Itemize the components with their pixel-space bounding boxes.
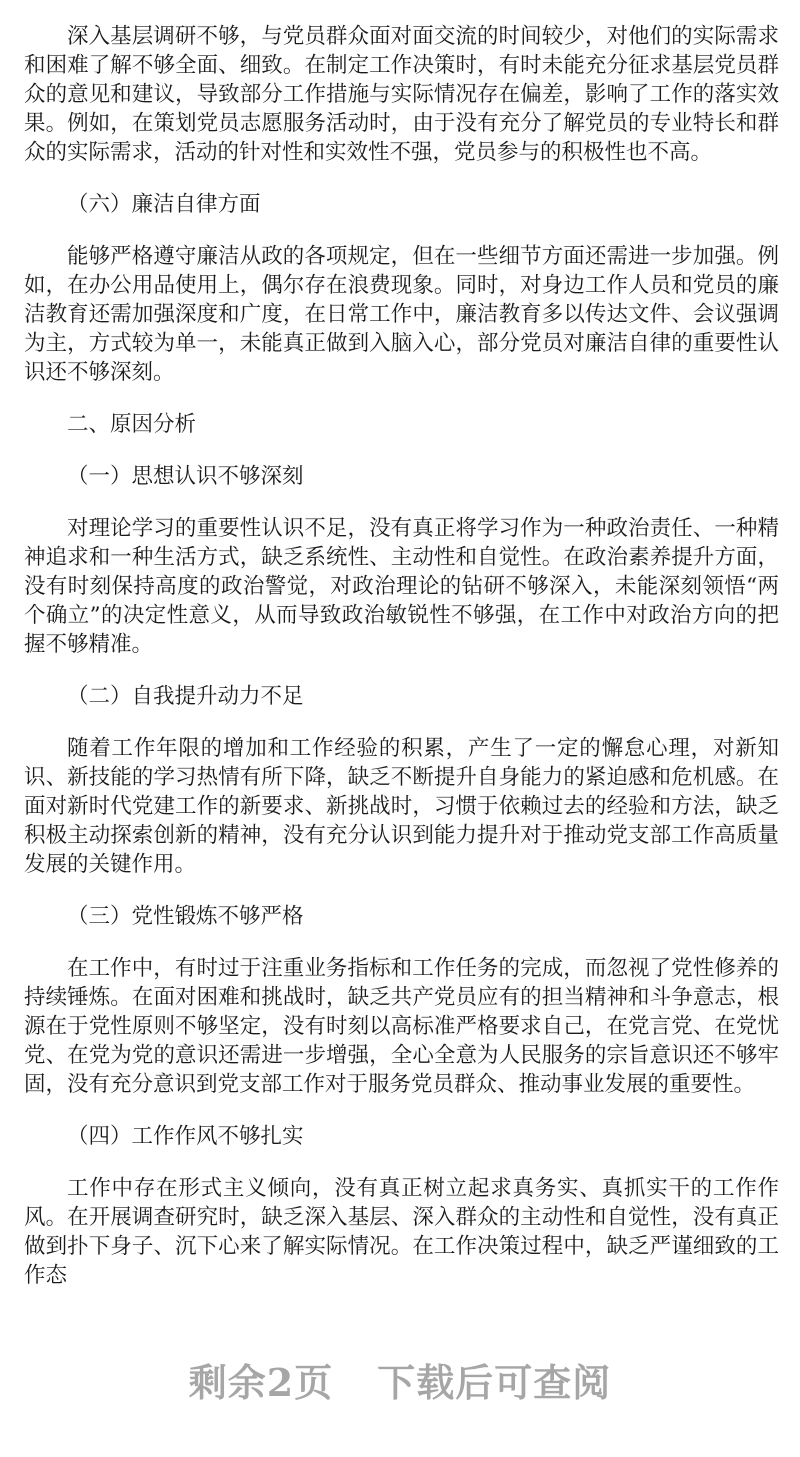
download-hint-label: 下载后可查阅: [377, 1360, 612, 1405]
section-heading: （二）自我提升动力不足: [67, 684, 304, 709]
section-heading: （四）工作作风不够扎实: [67, 1124, 304, 1149]
paragraph: 深入基层调研不够，与党员群众面对面交流的时间较少，对他们的实际需求和困难了解不够全面、细致。在制定工作决策时，有时未能充分征求基层党员群众的意见和建议，导致部分工作措施与实际情况存在偏差，影响了工作的落实效果。例如，在策划党员志愿服务活动时，由于没有充分了解党员的专业特长和群众的实际需求，活动的针对性和实效性不强，党员参与的积极性也不高。: [24, 24, 779, 165]
paragraph: 在工作中，有时过于注重业务指标和工作任务的完成，而忽视了党性修养的持续锤炼。在面对困难和挑战时，缺乏共产党员应有的担当精神和斗争意志，根源在于党性原则不够坚定，没有时刻以高标准严格要求自己，在党言党、在党忧党、在党为党的意识还需进一步增强，全心全意为人民服务的宗旨意识还不够牢固，没有充分意识到党支部工作对于服务党员群众、推动事业发展的重要性。: [24, 956, 779, 1097]
paragraph: 能够严格遵守廉洁从政的各项规定，但在一些细节方面还需进一步加强。例如，在办公用品使用上，偶尔存在浪费现象。同时，对身边工作人员和党员的廉洁教育还需加强深度和广度，在日常工作中，廉洁教育多以传达文件、会议强调为主，方式较为单一，未能真正做到入脑入心，部分党员对廉洁自律的重要性认识还不够深刻。: [24, 244, 779, 385]
section-heading: 二、原因分析: [67, 412, 197, 437]
remaining-pages-label: 剩余2页: [188, 1360, 334, 1405]
document-body: [24, 22, 779, 1313]
download-prompt[interactable]: [0, 1352, 800, 1407]
paragraph: 对理论学习的重要性认识不足，没有真正将学习作为一种政治责任、一种精神追求和一种生活方式，缺乏系统性、主动性和自觉性。在政治素养提升方面，没有时刻保持高度的政治警觉，对政治理论的钻研不够深入，未能深刻领悟“两个确立”的决定性意义，从而导致政治敏锐性不够强，在工作中对政治方向的把握不够精准。: [24, 516, 779, 657]
section-heading: （一）思想认识不够深刻: [67, 464, 304, 489]
section-heading: （六）廉洁自律方面: [67, 192, 261, 217]
paragraph: 随着工作年限的增加和工作经验的积累，产生了一定的懈怠心理，对新知识、新技能的学习热情有所下降，缺乏不断提升自身能力的紧迫感和危机感。在面对新时代党建工作的新要求、新挑战时，习惯于依赖过去的经验和方法，缺乏积极主动探索创新的精神，没有充分认识到能力提升对于推动党支部工作高质量发展的关键作用。: [24, 736, 779, 877]
paragraph: 工作中存在形式主义倾向，没有真正树立起求真务实、真抓实干的工作作风。在开展调查研究时，缺乏深入基层、深入群众的主动性和自觉性，没有真正做到扑下身子、沉下心来了解实际情况。在工作决策过程中，缺乏严谨细致的工作态: [24, 1176, 779, 1288]
section-heading: （三）党性锻炼不够严格: [67, 904, 304, 929]
